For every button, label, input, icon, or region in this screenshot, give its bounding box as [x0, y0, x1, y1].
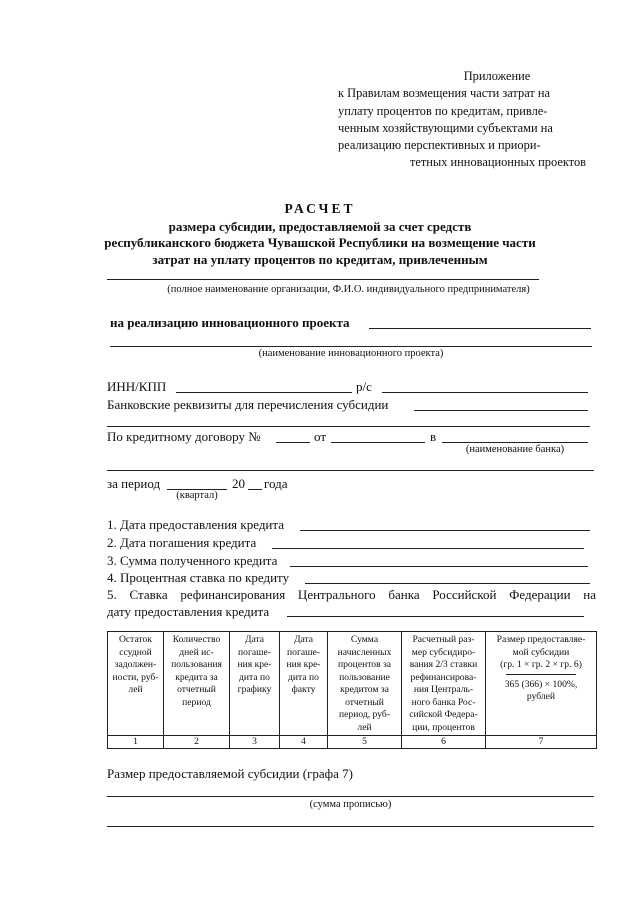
rs-field[interactable]	[382, 392, 588, 393]
appendix-block	[338, 68, 600, 172]
appendix-heading: Приложение	[463, 69, 531, 83]
table-numbers-row	[108, 736, 597, 749]
title-line: республиканского бюджета Чувашской Республики на возмещение части	[104, 235, 536, 250]
credit-date-field[interactable]	[300, 530, 590, 531]
subsidy-words-field[interactable]	[107, 796, 594, 797]
organization-caption: (полное наименование организации, Ф.И.О. индивидуального предпринимателя)	[167, 284, 530, 295]
col-number: 2	[164, 736, 230, 749]
appendix-line: уплату процентов по кредитам, привле-	[338, 103, 548, 118]
item-credit-date: 1. Дата предоставления кредита	[107, 517, 284, 532]
calculation-table	[107, 631, 597, 749]
item-interest-rate: 4. Процентная ставка по кредиту	[107, 570, 290, 585]
appendix-line: реализацию перспективных и приори-	[338, 138, 541, 153]
period-label: за период	[107, 476, 161, 491]
col-number: 5	[328, 736, 402, 749]
quarter-caption: (квартал)	[176, 490, 218, 501]
table-header-row	[108, 632, 597, 736]
col2-header: Количество дней ис- пользования кредита за отчетный период	[164, 632, 230, 736]
appendix-line: тетных инновационных проектов	[409, 155, 586, 170]
col-number: 4	[280, 736, 328, 749]
col4-header: Дата погаше- ния кре- дита по факту	[280, 632, 328, 736]
agreement-from-label: от	[314, 429, 327, 444]
col-number: 1	[108, 736, 164, 749]
col-number: 3	[230, 736, 280, 749]
col-number: 6	[402, 736, 486, 749]
col1-header: Остаток ссудной задолжен- ности, руб- лей	[108, 632, 164, 736]
col7-header: Размер предоставляе- мой субсидии (гр. 1 × гр. 2 × гр. 6) 365 (366) × 100%, рублей	[486, 632, 597, 736]
col6-header: Расчетный раз- мер субсидиро- вания 2/3 ставки рефинансирова- ния Централь- ного банка Рос- сийской Федера- ции, процентов	[402, 632, 486, 736]
project-caption: (наименование инновационного проекта)	[258, 348, 444, 359]
inn-field[interactable]	[176, 392, 352, 393]
bank-details-field[interactable]	[414, 410, 588, 411]
item-refinancing-rate: 5. Ставка рефинансирования Центрального банка Российской Федерации на	[107, 587, 596, 602]
appendix-line: ченным хозяйствующими субъектами на	[338, 120, 553, 135]
bank-details-field-2[interactable]	[107, 426, 590, 427]
rs-label: р/с	[356, 379, 372, 394]
project-label: на реализацию инновационного проекта	[110, 315, 350, 330]
credit-amount-field[interactable]	[290, 566, 588, 567]
fraction-line	[506, 674, 576, 675]
year-field[interactable]	[248, 489, 262, 490]
project-name-field-2[interactable]	[110, 346, 592, 347]
title-line: затрат на уплату процентов по кредитам, привлеченным	[152, 252, 488, 267]
year-suffix: года	[264, 476, 288, 491]
bank-name-field-2[interactable]	[107, 470, 594, 471]
title-line: размера субсидии, предоставляемой за счет средств	[168, 219, 472, 234]
agreement-date-field[interactable]	[331, 442, 425, 443]
bank-details-label: Банковские реквизиты для перечисления субсидии	[107, 397, 389, 412]
item-repayment-date: 2. Дата погашения кредита	[107, 535, 257, 550]
credit-agreement-label: По кредитному договору №	[107, 429, 261, 444]
inn-label: ИНН/КПП	[107, 379, 167, 394]
agreement-number-field[interactable]	[276, 442, 310, 443]
interest-rate-field[interactable]	[305, 583, 590, 584]
year-prefix: 20	[232, 476, 245, 491]
organization-name-field[interactable]	[107, 279, 539, 280]
item-refinancing-rate-2: дату предоставления кредита	[107, 604, 270, 619]
repayment-date-field[interactable]	[272, 548, 584, 549]
project-name-field[interactable]	[369, 328, 591, 329]
bank-name-field[interactable]	[442, 442, 588, 443]
document-title: РАСЧЕТ	[284, 201, 356, 216]
subsidy-words-field-2[interactable]	[107, 826, 594, 827]
agreement-in-label: в	[430, 429, 437, 444]
col-number: 7	[486, 736, 597, 749]
refinancing-rate-field[interactable]	[287, 616, 584, 617]
subsidy-label: Размер предоставляемой субсидии (графа 7)	[107, 766, 353, 781]
col5-header: Сумма начисленных процентов за пользование кредитом за отчетный период, руб- лей	[328, 632, 402, 736]
bank-name-caption: (наименование банка)	[465, 444, 565, 455]
appendix-line: к Правилам возмещения части затрат на	[338, 86, 551, 101]
subsidy-caption: (сумма прописью)	[309, 799, 392, 810]
col3-header: Дата погаше- ния кре- дита по графику	[230, 632, 280, 736]
item-credit-amount: 3. Сумма полученного кредита	[107, 553, 278, 568]
